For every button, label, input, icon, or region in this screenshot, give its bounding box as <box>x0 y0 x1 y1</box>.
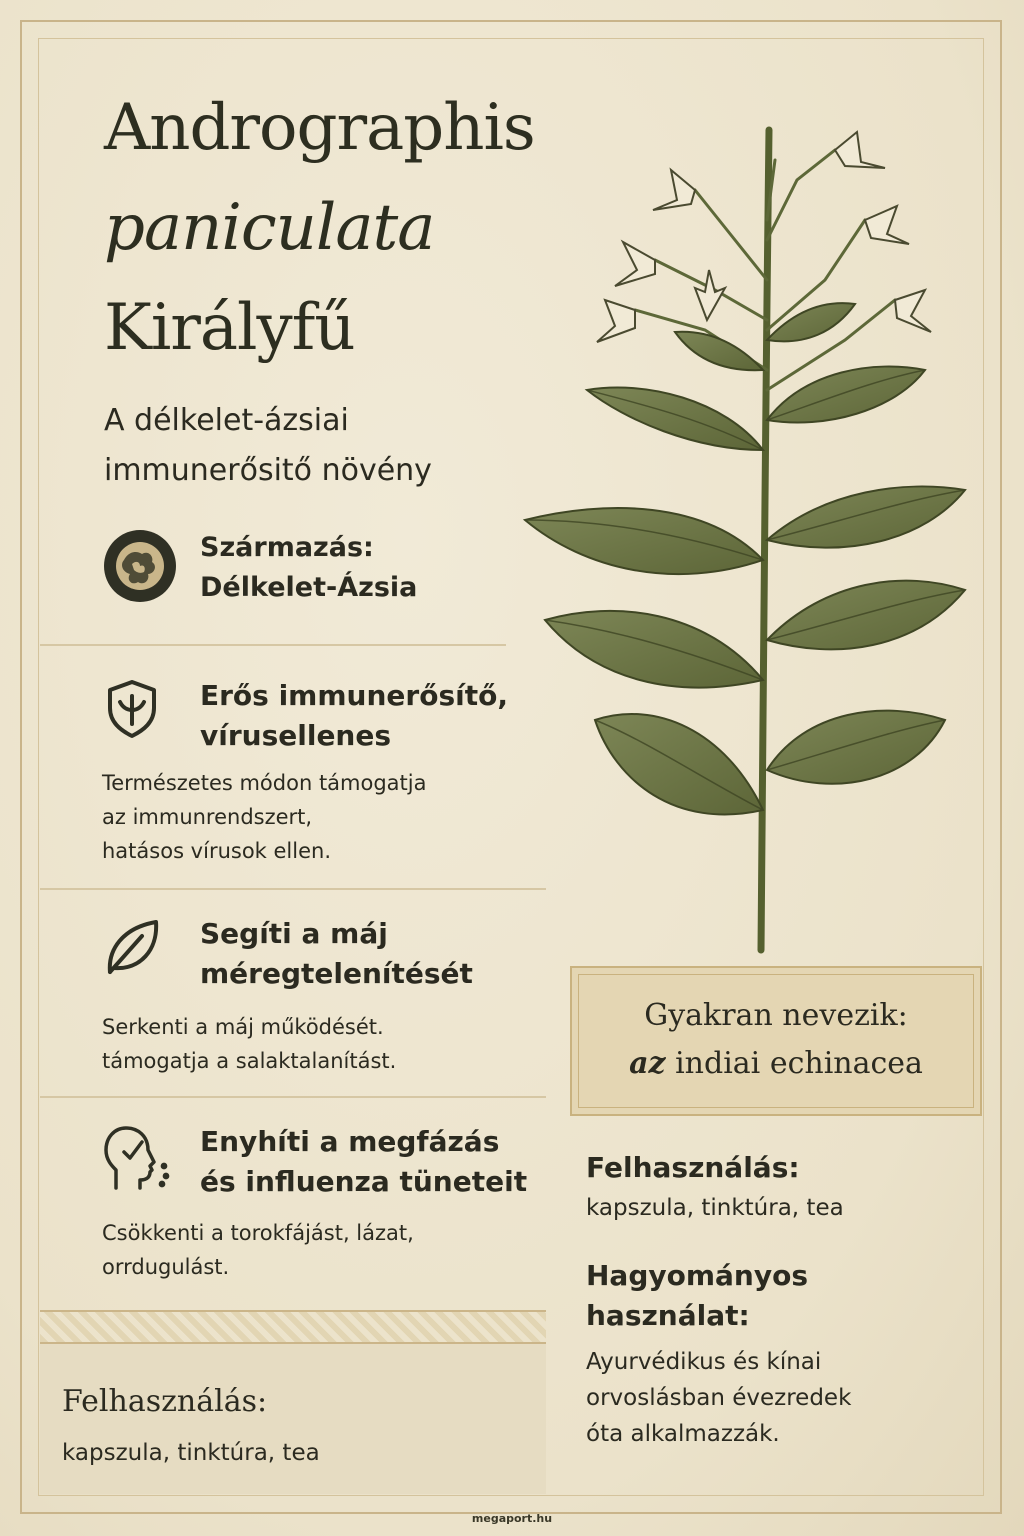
side-traditional-label <box>586 1256 808 1336</box>
plant-illustration <box>505 120 975 960</box>
origin-text <box>200 528 417 608</box>
feature-cold-body <box>102 1216 542 1284</box>
origin-section <box>104 528 524 628</box>
side-traditional-label-1: Hagyományos <box>586 1259 809 1292</box>
callout-italic: az <box>629 1046 666 1081</box>
head-breath-icon <box>100 1122 164 1186</box>
feature-liver-body <box>102 1010 542 1078</box>
divider-3 <box>40 1096 546 1098</box>
divider-2 <box>40 888 546 890</box>
shield-plant-icon <box>100 676 164 740</box>
feature-immune-heading-1: Erős immunerősítő, <box>200 679 508 712</box>
bottom-usage-value: kapszula, tinktúra, tea <box>62 1440 320 1466</box>
origin-value: Délkelet-Ázsia <box>200 572 418 603</box>
feature-cold-body-1: Csökkenti a torokfájást, lázat, <box>102 1221 414 1245</box>
feature-cold-heading-2: és influenza tüneteit <box>200 1165 528 1198</box>
bottom-usage-box <box>40 1344 546 1494</box>
feature-liver-body-1: Serkenti a máj működését. <box>102 1015 384 1039</box>
side-traditional-body-2: orvoslásban évezredek <box>586 1385 852 1411</box>
feature-liver-heading-2: méregtelenítését <box>200 957 473 990</box>
feature-cold <box>100 1122 560 1292</box>
feature-immune-body-3: hatásos vírusok ellen. <box>102 839 332 863</box>
callout-line-2 <box>572 1046 980 1081</box>
nickname-callout <box>570 966 982 1116</box>
feature-liver-body-2: támogatja a salaktalanítást. <box>102 1049 397 1073</box>
title-line-1: Andrographis <box>104 91 535 165</box>
feature-immune-body-2: az immunrendszert, <box>102 805 313 829</box>
subtitle-line-1: A délkelet-ázsiai <box>104 403 349 438</box>
feature-immune-heading-2: vírusellenes <box>200 719 392 752</box>
side-usage-label: Felhasználás: <box>586 1151 800 1184</box>
plant-bud <box>695 270 725 320</box>
feature-liver-heading-1: Segíti a máj <box>200 917 388 950</box>
ornament-band <box>40 1310 546 1344</box>
subtitle <box>104 396 524 496</box>
footer-site: megaport.hu <box>471 1512 553 1525</box>
globe-icon <box>104 530 176 602</box>
feature-immune <box>100 676 560 876</box>
callout-line-1: Gyakran nevezik: <box>644 998 908 1033</box>
feature-immune-body <box>102 766 542 868</box>
side-traditional-body-3: óta alkalmazzák. <box>586 1421 780 1447</box>
feature-cold-heading <box>200 1122 580 1202</box>
origin-label: Származás: <box>200 532 374 563</box>
feature-cold-body-2: orrdugulást. <box>102 1255 230 1279</box>
side-traditional-label-2: használat: <box>586 1299 750 1332</box>
feature-liver <box>100 914 560 1084</box>
feature-immune-body-1: Természetes módon támogatja <box>102 771 427 795</box>
side-usage-value: kapszula, tinktúra, tea <box>586 1195 844 1221</box>
divider-1 <box>40 644 506 646</box>
bottom-usage-label: Felhasználás: <box>62 1384 268 1419</box>
leaf-icon <box>100 914 164 978</box>
side-traditional-body-1: Ayurvédikus és kínai <box>586 1349 822 1375</box>
title-line-3: Királyfű <box>104 291 355 365</box>
subtitle-line-2: immunerősitő növény <box>104 453 432 488</box>
title-line-2: paniculata <box>104 191 435 265</box>
side-traditional-body <box>586 1344 966 1452</box>
feature-cold-heading-1: Enyhíti a megfázás <box>200 1125 500 1158</box>
callout-rest: indiai echinacea <box>665 1046 923 1081</box>
plant-leaves <box>525 303 965 814</box>
